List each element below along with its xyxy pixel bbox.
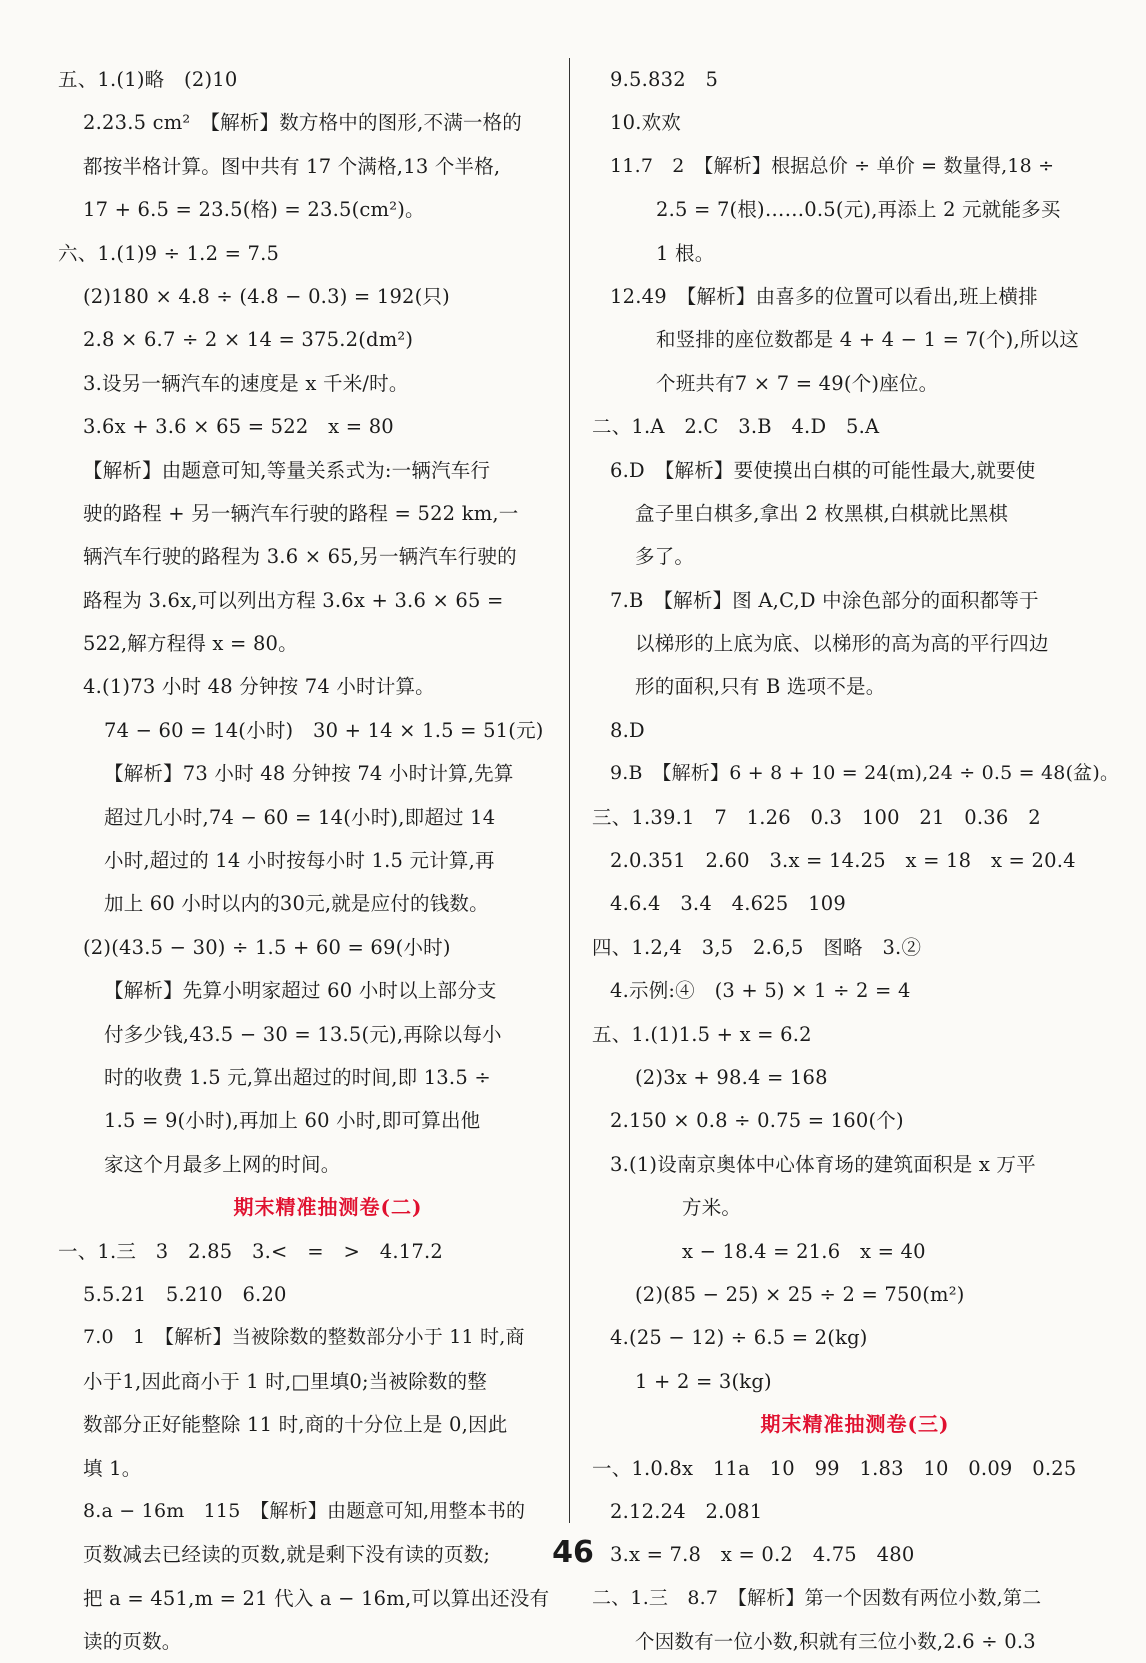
explanation-line: 1.5 = 9(小时),再加上 60 小时,即可算出他 <box>104 1109 481 1133</box>
column-divider <box>569 58 570 1523</box>
answer-line: 五、1.(1)1.5 + x = 6.2 <box>592 1022 812 1046</box>
explanation-line: 和竖排的座位数都是 4 + 4 − 1 = 7(个),所以这 <box>656 328 1079 352</box>
answer-line: 一、1.0.8x 11a 10 99 1.83 10 0.09 0.25 <box>592 1456 1077 1480</box>
explanation-line: 2.5 = 7(根)……0.5(元),再添上 2 元就能多买 <box>656 198 1061 222</box>
answer-line: 10.欢欢 <box>610 111 682 135</box>
answer-line: 3.6x + 3.6 × 65 = 522 x = 80 <box>83 415 394 439</box>
explanation-line: 【解析】73 小时 48 分钟按 74 小时计算,先算 <box>104 762 514 786</box>
answer-line: 5.5.21 5.210 6.20 <box>83 1282 287 1306</box>
explanation-line: 辆汽车行驶的路程为 3.6 × 65,另一辆汽车行驶的 <box>83 545 517 569</box>
explanation-line: 把 a = 451,m = 21 代入 a − 16m,可以算出还没有 <box>83 1586 550 1610</box>
answer-line: 一、1.三 3 2.85 3.< = > 4.17.2 <box>58 1239 443 1263</box>
explanation-line: 路程为 3.6x,可以列出方程 3.6x + 3.6 × 65 = <box>83 588 504 612</box>
answer-line: x − 18.4 = 21.6 x = 40 <box>682 1239 926 1263</box>
explanation-line: 以梯形的上底为底、以梯形的高为高的平行四边 <box>635 632 1049 656</box>
answer-line: 74 − 60 = 14(小时) 30 + 14 × 1.5 = 51(元) <box>104 718 544 742</box>
explanation-line: 522,解方程得 x = 80。 <box>83 632 298 656</box>
answer-line: 五、1.(1)略 (2)10 <box>58 68 238 91</box>
explanation-line: 个因数有一位小数,积就有三位小数,2.6 ÷ 0.3 <box>635 1630 1036 1654</box>
answer-line: 17 + 6.5 = 23.5(格) = 23.5(cm²)。 <box>83 198 425 222</box>
explanation-line: 超过几小时,74 − 60 = 14(小时),即超过 14 <box>104 805 496 829</box>
answer-line: 9.5.832 5 <box>610 68 719 91</box>
answer-line: 8.a − 16m 115 【解析】由题意可知,用整本书的 <box>83 1499 526 1522</box>
answer-line: 二、1.三 8.7 【解析】第一个因数有两位小数,第二 <box>592 1586 1042 1609</box>
answer-line: 四、1.2,4 3,5 2.6,5 图略 3.② <box>592 935 922 959</box>
explanation-line: 页数减去已经读的页数,就是剩下没有读的页数; <box>83 1543 491 1567</box>
answer-line: 都按半格计算。图中共有 17 个满格,13 个半格, <box>83 154 501 178</box>
section-heading: 期末精准抽测卷(三) <box>760 1412 950 1437</box>
answer-line: 三、1.39.1 7 1.26 0.3 100 21 0.36 2 <box>592 805 1041 829</box>
answer-line: 1 + 2 = 3(kg) <box>635 1369 772 1393</box>
answer-line: 7.B 【解析】图 A,C,D 中涂色部分的面积都等于 <box>610 588 1039 612</box>
explanation-line: 时的收费 1.5 元,算出超过的时间,即 13.5 ÷ <box>104 1065 491 1089</box>
explanation-line: 驶的路程 + 另一辆汽车行驶的路程 = 522 km,一 <box>83 501 519 525</box>
explanation-line: 家这个月最多上网的时间。 <box>104 1152 341 1176</box>
explanation-line: 形的面积,只有 B 选项不是。 <box>635 675 886 699</box>
answer-line: 9.B 【解析】6 + 8 + 10 = 24(m),24 ÷ 0.5 = 48(盆)。 <box>610 762 1120 785</box>
answer-line: 12.49 【解析】由喜多的位置可以看出,班上横排 <box>610 284 1038 308</box>
explanation-line: 小于1,因此商小于 1 时,□里填0;当被除数的整 <box>83 1369 488 1393</box>
explanation-line: 1 根。 <box>656 241 715 265</box>
page-number: 46 <box>552 1535 594 1570</box>
explanation-line: 读的页数。 <box>83 1630 182 1654</box>
answer-line: 4.(1)73 小时 48 分钟按 74 小时计算。 <box>83 675 435 699</box>
answer-line: (2)3x + 98.4 = 168 <box>635 1065 828 1089</box>
explanation-line: 小时,超过的 14 小时按每小时 1.5 元计算,再 <box>104 849 495 873</box>
answer-line: 3.设另一辆汽车的速度是 x 千米/时。 <box>83 371 409 395</box>
explanation-line: 加上 60 小时以内的30元,就是应付的钱数。 <box>104 892 489 916</box>
answer-line: (2)(43.5 − 30) ÷ 1.5 + 60 = 69(小时) <box>83 935 451 959</box>
explanation-line: 数部分正好能整除 11 时,商的十分位上是 0,因此 <box>83 1413 508 1437</box>
explanation-line: 多了。 <box>635 545 695 569</box>
answer-line: (2)(85 − 25) × 25 ÷ 2 = 750(m²) <box>635 1282 965 1306</box>
answer-line: 3.x = 7.8 x = 0.2 4.75 480 <box>610 1543 915 1567</box>
explanation-line: 填 1。 <box>83 1456 142 1480</box>
answer-line: 二、1.A 2.C 3.B 4.D 5.A <box>592 415 880 439</box>
explanation-line: 【解析】由题意可知,等量关系式为:一辆汽车行 <box>83 458 491 482</box>
answer-line: 2.12.24 2.081 <box>610 1499 763 1523</box>
answer-line: 2.150 × 0.8 ÷ 0.75 = 160(个) <box>610 1109 904 1133</box>
answer-line: 4.6.4 3.4 4.625 109 <box>610 892 846 916</box>
answer-line: 6.D 【解析】要使摸出白棋的可能性最大,就要使 <box>610 458 1036 482</box>
left-column <box>58 58 558 1663</box>
answer-line: 8.D <box>610 718 645 742</box>
answer-line: 六、1.(1)9 ÷ 1.2 = 7.5 <box>58 241 280 265</box>
explanation-line: 盒子里白棋多,拿出 2 枚黑棋,白棋就比黑棋 <box>635 501 1009 525</box>
answer-line: 方米。 <box>682 1196 742 1220</box>
answer-line: 4.示例:④ (3 + 5) × 1 ÷ 2 = 4 <box>610 979 911 1003</box>
answer-line: 3.(1)设南京奥体中心体育场的建筑面积是 x 万平 <box>610 1152 1036 1176</box>
answer-line: 2.8 × 6.7 ÷ 2 × 14 = 375.2(dm²) <box>83 328 414 352</box>
answer-line: 7.0 1 【解析】当被除数的整数部分小于 11 时,商 <box>83 1326 525 1349</box>
explanation-line: 付多少钱,43.5 − 30 = 13.5(元),再除以每小 <box>104 1022 502 1046</box>
answer-line: 11.7 2 【解析】根据总价 ÷ 单价 = 数量得,18 ÷ <box>610 154 1055 177</box>
right-column <box>592 58 1120 1663</box>
answer-line: 4.(25 − 12) ÷ 6.5 = 2(kg) <box>610 1326 868 1350</box>
section-heading: 期末精准抽测卷(二) <box>233 1195 423 1220</box>
answer-line: (2)180 × 4.8 ÷ (4.8 − 0.3) = 192(只) <box>83 284 450 308</box>
explanation-line: 个班共有7 × 7 = 49(个)座位。 <box>656 371 939 395</box>
answer-line: 2.23.5 cm² 【解析】数方格中的图形,不满一格的 <box>83 111 522 135</box>
answer-line: 2.0.351 2.60 3.x = 14.25 x = 18 x = 20.4 <box>610 849 1076 873</box>
explanation-line: 【解析】先算小明家超过 60 小时以上部分支 <box>104 979 497 1003</box>
